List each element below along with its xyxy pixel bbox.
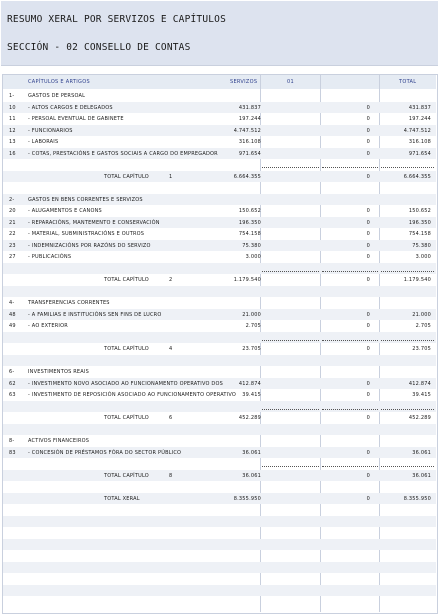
header-total: TOTAL	[399, 79, 417, 85]
total-value: 1.179.540	[403, 277, 431, 283]
col01-value: 0	[366, 254, 370, 260]
services-value: 8.355.950	[233, 495, 261, 502]
report-header	[1, 1, 438, 66]
total-value: 316.108	[408, 139, 431, 145]
article-code: 22	[9, 231, 16, 237]
subtotal-rule	[322, 167, 378, 168]
article-code: 12	[9, 127, 16, 134]
article-code: 11	[9, 116, 16, 122]
table-row	[3, 481, 436, 492]
col01-value: 0	[366, 139, 370, 145]
total-value: 75.380	[412, 242, 431, 249]
table-row	[3, 596, 436, 607]
subtotal-rule	[262, 167, 319, 168]
table-row	[3, 424, 436, 435]
table-row	[3, 366, 436, 377]
table-row	[3, 435, 436, 446]
table-row	[3, 171, 436, 182]
grand-total-label: TOTAL XERAL	[104, 495, 140, 502]
subtotal-rule	[381, 167, 434, 168]
chapter-name: GASTOS DE PERSOAL	[28, 93, 86, 99]
subtotal-rule	[381, 271, 434, 272]
article-name: - PUBLICACIÓNS	[28, 254, 72, 260]
subtotal-rule	[322, 409, 378, 410]
subtotal-rule	[322, 466, 378, 467]
table-row	[3, 585, 436, 596]
services-value: 431.837	[238, 104, 261, 111]
total-value: 412.874	[408, 380, 431, 387]
col01-value: 0	[366, 380, 370, 387]
total-value: 4.747.512	[403, 127, 431, 134]
total-value: 39.415	[412, 392, 431, 398]
services-value: 412.874	[238, 380, 261, 387]
total-value: 36.061	[412, 449, 431, 456]
article-code: 63	[9, 392, 16, 398]
table-row	[3, 493, 436, 504]
table-row	[3, 297, 436, 308]
col01-value: 0	[366, 346, 370, 352]
table-row	[3, 274, 436, 285]
article-name: - ALUGAMENTOS E CANONS	[28, 208, 102, 214]
report-title: RESUMO XERAL POR SERVIZOS E CAPÍTULOS	[7, 14, 227, 25]
col01-value: 0	[366, 392, 370, 398]
header-chapters: CAPÍTULOS E ARTIGOS	[28, 79, 90, 85]
col01-value: 0	[366, 242, 370, 249]
table-row	[3, 573, 436, 584]
chapter-code: 1-	[9, 93, 15, 99]
section-subtitle: SECCIÓN - 02 CONSELLO DE CONTAS	[7, 42, 191, 53]
article-name: - INVESTIMENTO NOVO ASOCIADO AO FUNCIONAMENTO OPERATIVO DOS	[28, 380, 223, 387]
chapter-code: 2-	[9, 196, 15, 203]
article-code: 10	[9, 104, 16, 111]
article-name: - LABORAIS	[28, 139, 59, 145]
table-row	[3, 550, 436, 561]
table-row	[3, 136, 436, 147]
col01-value: 0	[366, 277, 370, 283]
services-value: 39.415	[242, 392, 261, 398]
article-name: - FUNCIONARIOS	[28, 127, 73, 134]
total-value: 754.158	[408, 231, 431, 237]
col01-value: 0	[366, 116, 370, 122]
total-value: 6.664.355	[403, 173, 431, 180]
article-name: - MATERIAL, SUBMINISTRACIÓNS E OUTROS	[28, 231, 145, 237]
subtotal-rule	[381, 466, 434, 467]
chapter-total-number: 6	[169, 415, 173, 421]
table-row	[3, 332, 436, 343]
services-value: 971.654	[238, 150, 261, 157]
table-row	[3, 412, 436, 423]
article-code: 21	[9, 219, 16, 226]
table-row	[3, 389, 436, 400]
subtotal-rule	[262, 271, 319, 272]
services-value: 197.244	[238, 116, 261, 122]
total-value: 196.350	[408, 219, 431, 226]
table-row	[3, 562, 436, 573]
table-row	[3, 516, 436, 527]
services-value: 36.061	[242, 472, 261, 479]
total-value: 150.652	[408, 208, 431, 214]
article-name: - ALTOS CARGOS E DELEGADOS	[28, 104, 113, 111]
services-value: 23.705	[242, 346, 261, 352]
table-row	[3, 263, 436, 274]
subtotal-rule	[381, 340, 434, 341]
table-row	[3, 194, 436, 205]
chapter-total-label: TOTAL CAPÍTULO	[104, 415, 149, 421]
table-row	[3, 205, 436, 216]
chapter-total-label: TOTAL CAPÍTULO	[104, 346, 149, 352]
subtotal-rule	[322, 271, 378, 272]
article-name: - CONCESIÓN DE PRÉSTAMOS FÓRA DO SECTOR PÚBLICO	[28, 449, 182, 456]
table-row	[3, 447, 436, 458]
article-code: 16	[9, 150, 16, 157]
chapter-total-number: 8	[169, 472, 173, 479]
chapter-total-label: TOTAL CAPÍTULO	[104, 472, 149, 479]
chapter-total-number: 2	[169, 277, 173, 283]
subtotal-rule	[262, 466, 319, 467]
total-value: 971.654	[408, 150, 431, 157]
subtotal-rule	[262, 409, 319, 410]
col01-value: 0	[366, 449, 370, 456]
article-code: 20	[9, 208, 16, 214]
services-value: 21.000	[242, 311, 261, 318]
col01-value: 0	[366, 173, 370, 180]
services-value: 150.652	[238, 208, 261, 214]
services-value: 316.108	[238, 139, 261, 145]
article-code: 48	[9, 311, 16, 318]
article-name: - COTAS, PRESTACIÓNS E GASTOS SOCIAIS A CARGO DO EMPREGADOR	[28, 150, 218, 157]
table-row	[3, 470, 436, 481]
total-value: 2.705	[415, 323, 431, 329]
chapter-code: 8-	[9, 438, 15, 444]
table-row	[3, 251, 436, 262]
table-row	[3, 125, 436, 136]
chapter-name: GASTOS EN BENS CORRENTES E SERVIZOS	[28, 196, 143, 203]
table-row	[3, 320, 436, 331]
services-value: 3.000	[245, 254, 261, 260]
table-row	[3, 309, 436, 320]
table-row	[3, 148, 436, 159]
chapter-total-label: TOTAL CAPÍTULO	[104, 173, 149, 180]
total-value: 36.061	[412, 472, 431, 479]
total-value: 431.837	[408, 104, 431, 111]
table-row	[3, 286, 436, 297]
col01-value: 0	[366, 472, 370, 479]
col01-value: 0	[366, 208, 370, 214]
col01-value: 0	[366, 231, 370, 237]
chapter-name: TRANSFERENCIAS CORRENTES	[28, 300, 110, 306]
total-value: 197.244	[408, 116, 431, 122]
table-row	[3, 90, 436, 101]
col01-value: 0	[366, 323, 370, 329]
header-services: SERVIZOS	[230, 79, 258, 85]
table-row	[3, 240, 436, 251]
services-value: 2.705	[245, 323, 261, 329]
total-value: 452.289	[408, 415, 431, 421]
article-name: - REPARACIÓNS, MANTEMENTO E CONSERVACIÓN	[28, 219, 160, 226]
col01-value: 0	[366, 150, 370, 157]
table-row	[3, 182, 436, 193]
services-value: 1.179.540	[233, 277, 261, 283]
col01-value: 0	[366, 104, 370, 111]
article-code: 62	[9, 380, 16, 387]
table-row	[3, 527, 436, 538]
col01-value: 0	[366, 495, 370, 502]
table-row	[3, 355, 436, 366]
subtotal-rule	[262, 340, 319, 341]
article-name: - PERSOAL EVENTUAL DE GABINETE	[28, 116, 124, 122]
services-value: 754.158	[238, 231, 261, 237]
table-row	[3, 228, 436, 239]
chapter-name: ACTIVOS FINANCEIROS	[28, 438, 90, 444]
article-code: 49	[9, 323, 16, 329]
table-row	[3, 504, 436, 515]
table-row	[3, 401, 436, 412]
chapter-name: INVESTIMENTOS REAIS	[28, 369, 89, 375]
total-value: 21.000	[412, 311, 431, 318]
chapter-code: 6-	[9, 369, 15, 375]
chapter-total-number: 1	[169, 173, 173, 180]
article-code: 27	[9, 254, 16, 260]
header-col01: 01	[287, 79, 294, 85]
subtotal-rule	[381, 409, 434, 410]
col01-value: 0	[366, 311, 370, 318]
table-row	[3, 343, 436, 354]
services-value: 452.289	[238, 415, 261, 421]
table-row	[3, 378, 436, 389]
total-value: 23.705	[412, 346, 431, 352]
article-name: - AO EXTERIOR	[28, 323, 68, 329]
chapter-total-number: 4	[169, 346, 173, 352]
chapter-code: 4-	[9, 300, 15, 306]
subtotal-rule	[322, 340, 378, 341]
col01-value: 0	[366, 219, 370, 226]
article-name: - A FAMILIAS E INSTITUCIÓNS SEN FINS DE LUCRO	[28, 311, 162, 318]
chapter-total-label: TOTAL CAPÍTULO	[104, 277, 149, 283]
services-value: 4.747.512	[233, 127, 261, 134]
article-name: - INDEMNIZACIÓNS POR RAZÓNS DO SERVIZO	[28, 242, 151, 249]
services-value: 36.061	[242, 449, 261, 456]
article-name: - INVESTIMENTO DE REPOSICIÓN ASOCIADO AO FUNCIONAMENTO OPERATIVO	[28, 392, 237, 398]
services-value: 196.350	[238, 219, 261, 226]
services-value: 6.664.355	[233, 173, 261, 180]
article-code: 23	[9, 242, 16, 249]
col01-value: 0	[366, 415, 370, 421]
total-value: 8.355.950	[403, 495, 431, 502]
services-value: 75.380	[242, 242, 261, 249]
table-row	[3, 113, 436, 124]
article-code: 83	[9, 449, 16, 456]
article-code: 13	[9, 139, 16, 145]
table-row	[3, 217, 436, 228]
table-row	[3, 102, 436, 113]
total-value: 3.000	[415, 254, 431, 260]
table-row	[3, 458, 436, 469]
table-row	[3, 159, 436, 170]
table-row	[3, 539, 436, 550]
col01-value: 0	[366, 127, 370, 134]
